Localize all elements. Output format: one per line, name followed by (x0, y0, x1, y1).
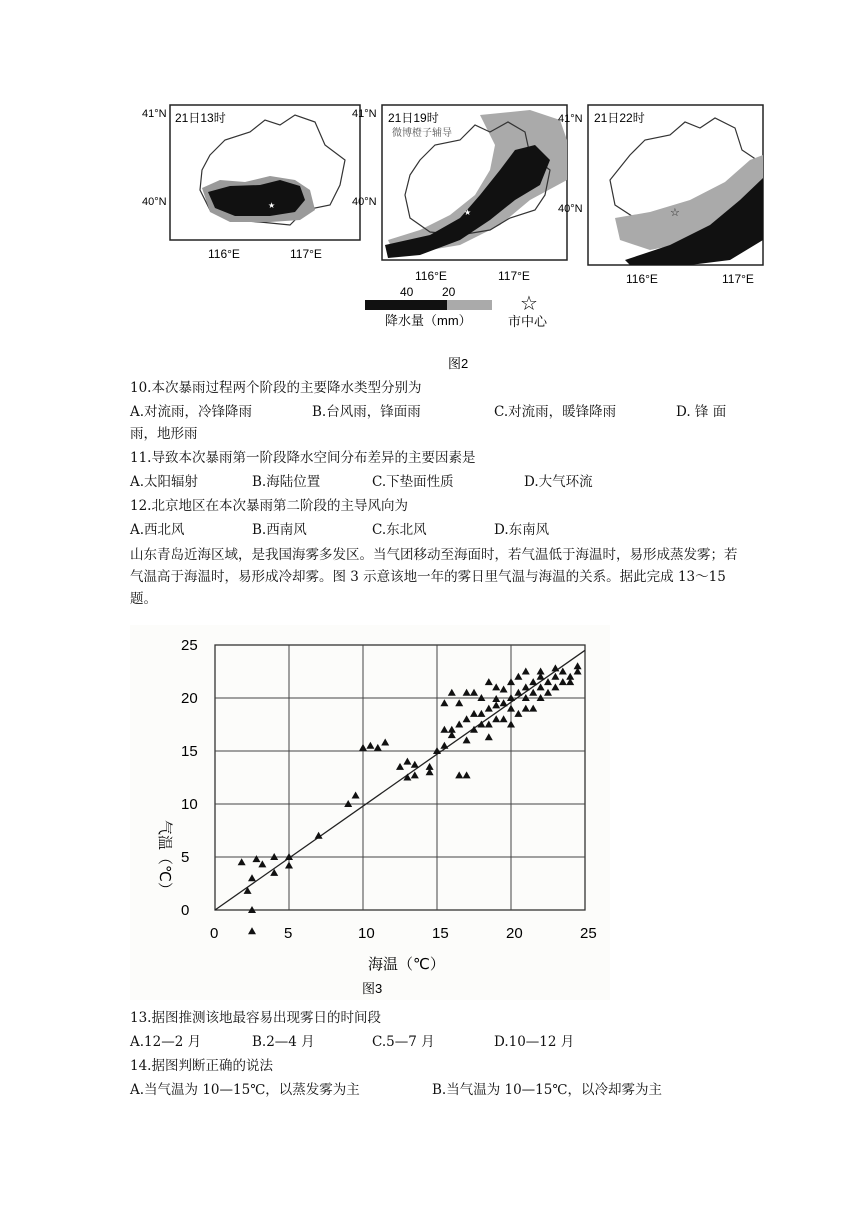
x-tick-label: 5 (284, 925, 293, 942)
map-3-time: 21日22时 (594, 111, 645, 125)
data-point (463, 715, 471, 722)
y-tick-label: 20 (181, 690, 198, 707)
map-1-lon2: 117°E (290, 247, 322, 261)
data-point (285, 861, 293, 868)
data-point (551, 683, 559, 690)
data-point (403, 758, 411, 765)
q10-option-c: C.对流雨，暖锋降雨 (494, 404, 617, 420)
data-point (507, 705, 515, 712)
data-point (352, 792, 360, 799)
data-point (455, 771, 463, 778)
data-point (574, 662, 582, 669)
data-point (485, 705, 493, 712)
data-point (244, 887, 252, 894)
q11-option-d: D.大气环流 (524, 474, 593, 490)
q12-option-a: A.西北风 (130, 522, 185, 538)
data-point (522, 705, 530, 712)
q11-option-b: B.海陆位置 (252, 474, 321, 490)
data-point (411, 761, 419, 768)
map-1-lon1: 116°E (208, 247, 240, 261)
data-point (396, 763, 404, 770)
data-point (440, 726, 448, 733)
data-point (537, 668, 545, 675)
figure-2 (130, 100, 780, 375)
map-2-watermark: 微博橙子辅导 (392, 128, 452, 139)
x-tick-label: 20 (506, 925, 523, 942)
svg-text:★: ★ (464, 208, 472, 217)
data-point (440, 742, 448, 749)
q12-stem: 12.北京地区在本次暴雨第二阶段的主导风向为 (130, 498, 408, 514)
data-point (492, 695, 500, 702)
figure-2-caption: 图2 (448, 356, 469, 371)
map-2-lat2: 40°N (352, 196, 377, 208)
data-point (492, 683, 500, 690)
data-point (440, 699, 448, 706)
q14-option-b: B.当气温为 10—15℃，以冷却雾为主 (432, 1082, 662, 1098)
q13-option-b: B.2—4 月 (252, 1034, 315, 1050)
x-tick-label: 10 (358, 925, 375, 942)
data-point (485, 678, 493, 685)
map-2-lon2: 117°E (498, 269, 530, 283)
map-1-lat: 41°N (142, 108, 167, 120)
legend-label: 降水量（mm） (385, 313, 472, 328)
data-point (559, 678, 567, 685)
data-point (477, 710, 485, 717)
data-point (463, 771, 471, 778)
q13-option-a: A.12—2 月 (130, 1034, 202, 1050)
data-point (455, 721, 463, 728)
map-1 (142, 105, 360, 261)
map-3-lat: 41°N (558, 113, 583, 125)
map-3-lon1: 116°E (626, 272, 658, 286)
data-point (500, 715, 508, 722)
data-point (544, 689, 552, 696)
figure-2-svg (130, 100, 780, 375)
q12-option-b: B.西南风 (252, 522, 307, 538)
q12-option-d: D.东南风 (494, 522, 550, 538)
q11-stem: 11.导致本次暴雨第一阶段降水空间分布差异的主要因素是 (130, 450, 476, 466)
map-1-lat2: 40°N (142, 196, 167, 208)
data-point (463, 689, 471, 696)
reference-line (215, 650, 585, 910)
data-point (507, 678, 515, 685)
y-axis-label: 气温（℃） (156, 820, 173, 897)
data-point (485, 733, 493, 740)
data-point (500, 686, 508, 693)
y-tick-label: 0 (181, 902, 190, 919)
data-point (551, 664, 559, 671)
q10-option-d: D. 锋 面 (676, 404, 727, 420)
passage: 山东青岛近海区域，是我国海雾多发区。当气团移动至海面时，若气温低于海温时，易形成蒸发雾；若气温高于海温时，易形成冷却雾。图 3 示意该地一年的雾日里气温与海温的关系。据此完成 13～15 题。 (130, 547, 738, 607)
data-point (485, 721, 493, 728)
q10-stem: 10.本次暴雨过程两个阶段的主要降水类型分别为 (130, 380, 422, 396)
q13-option-c: C.5—7 月 (372, 1034, 435, 1050)
svg-text:☆: ☆ (670, 207, 680, 219)
figure-3-caption: 图3 (362, 981, 383, 996)
y-tick-label: 5 (181, 849, 190, 866)
data-point (529, 678, 537, 685)
data-point (514, 710, 522, 717)
data-point (507, 721, 515, 728)
data-point (551, 673, 559, 680)
x-tick-label: 15 (432, 925, 449, 942)
map-3 (558, 105, 763, 286)
data-point (374, 744, 382, 751)
map-2-lat: 41°N (352, 108, 377, 120)
chart-reference-line (215, 650, 585, 910)
x-tick-label: 0 (210, 925, 219, 942)
star-icon: ☆ (520, 293, 538, 315)
data-point (522, 683, 530, 690)
map-2-lon1: 116°E (415, 269, 447, 283)
data-point (537, 683, 545, 690)
x-tick-label: 25 (580, 925, 597, 942)
y-tick-label: 25 (181, 637, 198, 654)
q12-option-c: C.东北风 (372, 522, 427, 538)
data-point (448, 726, 456, 733)
y-tick-label: 10 (181, 796, 198, 813)
data-point (252, 855, 260, 862)
y-tick-label: 15 (181, 743, 198, 760)
q11-option-c: C.下垫面性质 (372, 474, 454, 490)
data-point (492, 701, 500, 708)
map-3-lon2: 117°E (722, 272, 754, 286)
data-point (248, 927, 256, 934)
q13-option-d: D.10—12 月 (494, 1034, 575, 1050)
map-2-time: 21日19时 (388, 111, 439, 125)
data-point (381, 739, 389, 746)
map-3-lat2: 40°N (558, 203, 583, 215)
data-point (529, 689, 537, 696)
data-point (522, 668, 530, 675)
data-point (463, 736, 471, 743)
data-point (492, 715, 500, 722)
data-point (514, 673, 522, 680)
data-point (500, 699, 508, 706)
data-point (470, 710, 478, 717)
data-point (359, 744, 367, 751)
svg-text:★: ★ (268, 201, 276, 210)
x-axis-label: 海温（℃） (368, 956, 445, 973)
q11-option-a: A.太阳辐射 (130, 474, 199, 490)
legend-star-label: 市中心 (508, 314, 548, 329)
data-point (448, 689, 456, 696)
q13-stem: 13.据图推测该地最容易出现雾日的时间段 (130, 1010, 381, 1026)
q10-option-b: B.台风雨，锋面雨 (312, 404, 421, 420)
data-point (455, 699, 463, 706)
figure-2-legend (365, 285, 548, 329)
figure-3 (130, 625, 610, 1000)
data-point (366, 742, 374, 749)
data-point (470, 689, 478, 696)
data-point (514, 689, 522, 696)
q14-stem: 14.据图判断正确的说法 (130, 1058, 273, 1074)
q14-option-a: A.当气温为 10—15℃，以蒸发雾为主 (130, 1082, 360, 1098)
map-1-time: 21日13时 (175, 111, 226, 125)
data-point (238, 858, 246, 865)
legend-20: 20 (442, 285, 456, 299)
map-2 (352, 105, 567, 283)
legend-40: 40 (400, 285, 414, 299)
data-point (529, 705, 537, 712)
q10-option-d-cont: 雨，地形雨 (130, 426, 198, 442)
data-point (248, 874, 256, 881)
data-point (544, 678, 552, 685)
q10-option-a: A.对流雨，冷锋降雨 (130, 404, 253, 420)
scatter-chart (130, 625, 610, 1000)
